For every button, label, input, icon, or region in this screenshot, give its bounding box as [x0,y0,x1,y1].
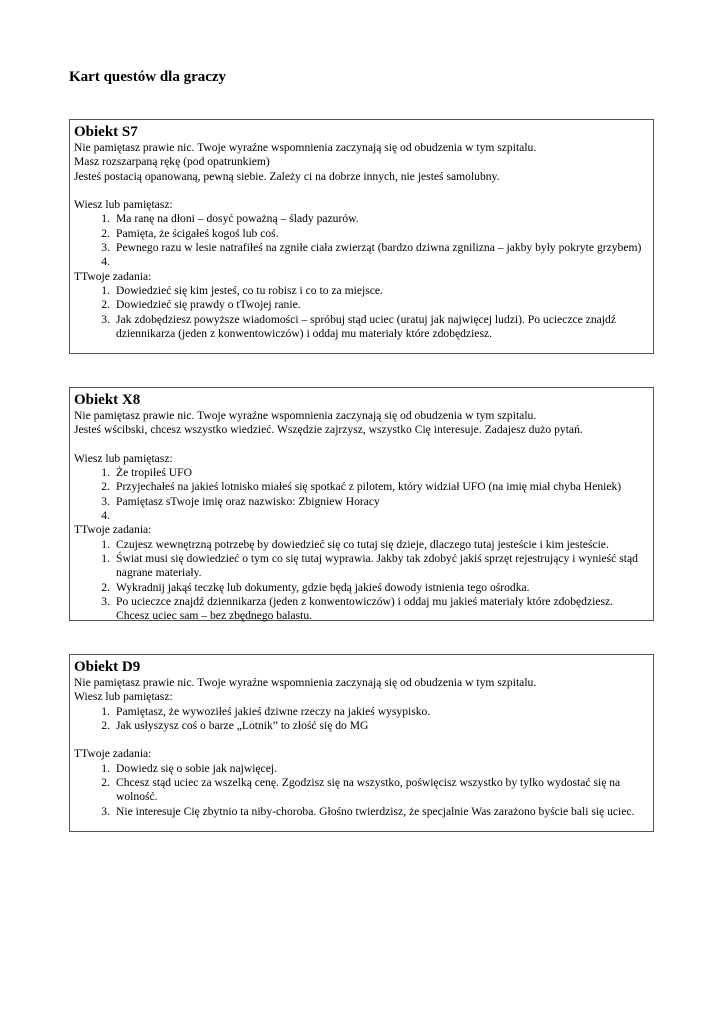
list-item: 1. Że tropiłeś UFO [101,466,192,480]
intro-line: Nie pamiętasz prawie nic. Twoje wyraźne wspomnienia zaczynają się od obudzenia w tym szpitalu. [74,409,537,422]
document-title: Kart questów dla graczy [69,69,227,85]
intro-line: Nie pamiętasz prawie nic. Twoje wyraźne wspomnienia zaczynają się od obudzenia w tym szpitalu. [74,676,537,689]
list-item: 1. Dowiedzieć się kim jesteś, co tu robisz i co to za miejsce. [101,283,383,297]
task-list [74,284,647,341]
list-item: 2. Wykradnij jakąś teczkę lub dokumenty, gdzie będą jakieś dowody istnienia tego ośrodka. [101,580,530,594]
tasks-heading: TTwoje zadania: [74,523,152,537]
intro-line: Nie pamiętasz prawie nic. Twoje wyraźne wspomnienia zaczynają się od obudzenia w tym szpitalu. [74,141,537,154]
intro-line: Masz rozszarpaną rękę (pod opatrunkiem) [74,155,270,169]
tasks-heading: TTwoje zadania: [74,269,152,283]
list-item: 4. [101,255,110,269]
list-item: 3. Po ucieczce znajdź dziennikarza (jeden z konwentowiczów) i oddaj mu jakieś materiały które zdobędziesz. Chcesz uciec sam – bez zbędnego balastu. [101,594,614,623]
memory-list [74,212,647,269]
task-list [74,762,647,819]
quest-card-s7 [69,119,654,354]
list-item: 3. Nie interesuje Cię zbytnio ta niby-choroba. Głośno twierdzisz, że specjalnie Was zarażono byście bali się uciec. [101,804,635,818]
list-item: 3. Pewnego razu w lesie natrafiłeś na zgniłe ciała zwierząt (bardzo dziwna zgnilizna – jakby były pokryte grzybem) [101,241,642,255]
list-item: 2. Dowiedzieć się prawdy o tTwojej ranie. [101,298,301,312]
memory-list [74,705,647,734]
intro-line: Jesteś wścibski, chcesz wszystko wiedzieć. Wszędzie zajrzysz, wszystko Cię interesuje. Zadajesz dużo pytań. [74,423,583,437]
card-title: Obiekt D9 [74,659,141,675]
card-title: Obiekt X8 [74,392,141,408]
memory-heading: Wiesz lub pamiętasz: [74,198,173,212]
list-item: 3. Pamiętasz sTwoje imię oraz nazwisko: Zbigniew Horacy [101,494,380,508]
list-item: 1. Dowiedz się o sobie jak najwięcej. [101,761,277,775]
list-item: 1. Ma ranę na dłoni – dosyć poważną – ślady pazurów. [101,212,359,226]
list-item: 2. Chcesz stąd uciec za wszelką cenę. Zgodzisz się na wszystko, poświęcisz wszystko by tylko wydostać się na wolność. [101,776,621,804]
list-item: 2. Jak usłyszysz coś o barze „Lotnik” to złość się do MG [101,718,369,732]
list-item: 1. Świat musi się dowiedzieć o tym co się tutaj wyprawia. Jakby tak zdobyć jakiś sprzęt rejestrujący i wynieść stąd nagrane materiały. [101,551,638,580]
card-title: Obiekt S7 [74,124,138,140]
list-item: 1. Czujesz wewnętrzną potrzebę by dowiedzieć się co tutaj się dzieje, dlaczego tutaj jesteście i kim jesteście. [101,537,609,551]
quest-card-d9 [69,654,654,832]
list-item: 4. [101,509,110,523]
list-item: 3. Jak zdobędziesz powyższe wiadomości – spróbuj stąd uciec (uratuj jak najwięcej ludzi). Po ucieczce znajdź dziennikarza (jeden z konwentowiczów) i oddaj mu materiały które zdobędziesz. [101,312,616,340]
list-item: 2. Przyjechałeś na jakieś lotnisko miałeś się spotkać z pilotem, który widział UFO (na imię miał chyba Heniek) [101,480,622,494]
list-item: 2. Pamięta, że ścigałeś kogoś lub coś. [101,226,279,240]
list-item: 1. Pamiętasz, że wywoziłeś jakieś dziwne rzeczy na jakieś wysypisko. [101,704,431,718]
intro-line: Jesteś postacią opanowaną, pewną siebie. Zależy ci na dobrze innych, nie jesteś samolubny. [74,169,500,183]
task-list [74,538,647,624]
memory-heading: Wiesz lub pamiętasz: [74,451,173,465]
memory-heading: Wiesz lub pamiętasz: [74,690,173,704]
memory-list [74,466,647,523]
quest-card-x8 [69,387,654,621]
tasks-heading: TTwoje zadania: [74,747,152,761]
